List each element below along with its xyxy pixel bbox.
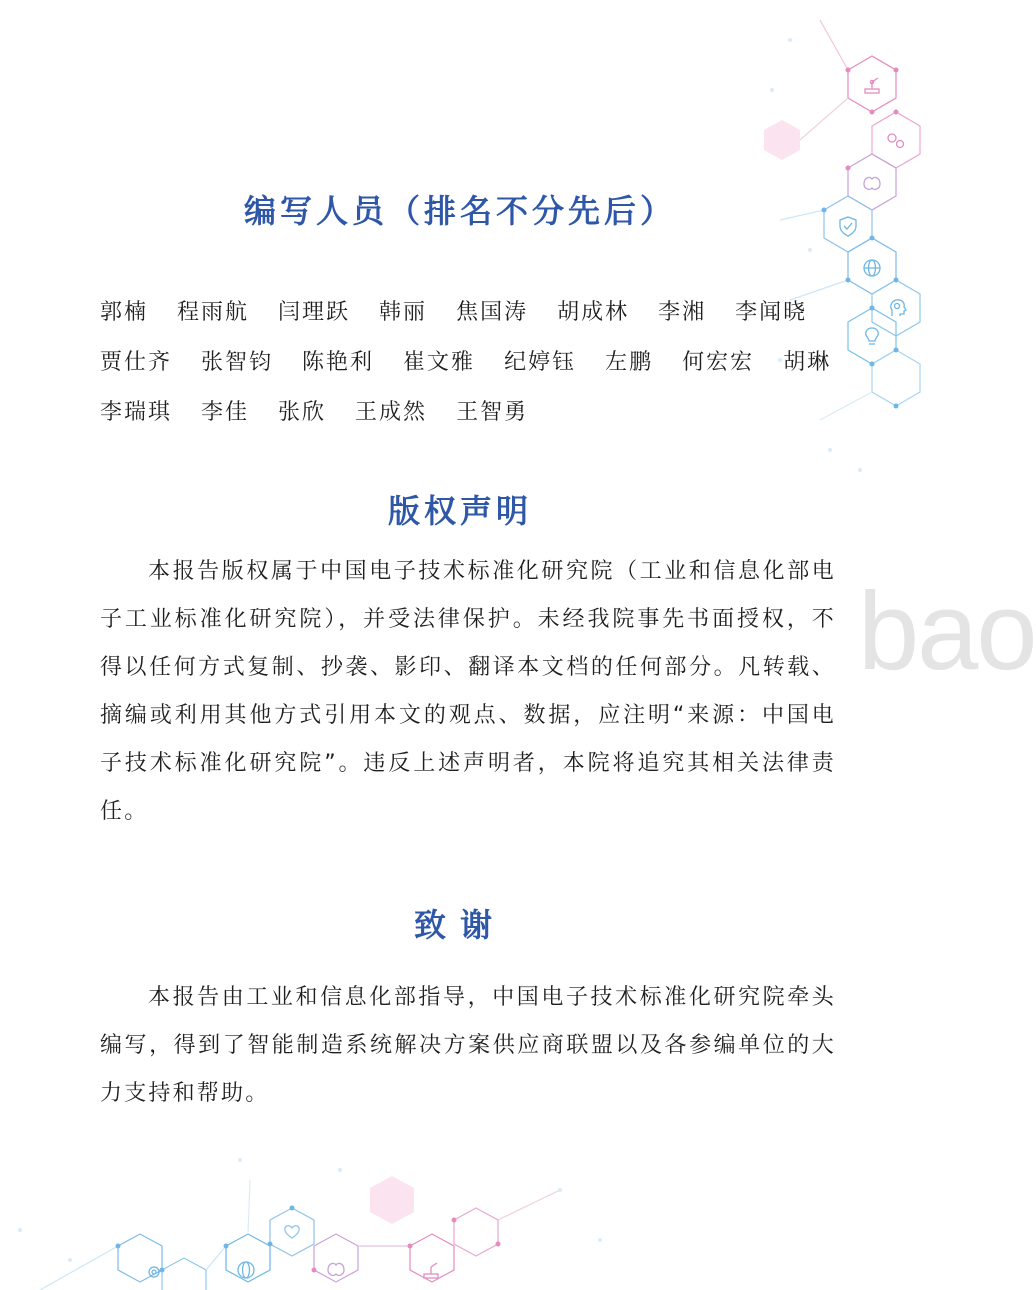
author-name: 陈艳利	[302, 350, 375, 375]
lightbulb-icon	[866, 328, 879, 344]
author-name: 李佳	[201, 400, 250, 425]
authors-title: 编写人员（排名不分先后）	[243, 192, 676, 230]
author-name: 闫理跃	[278, 300, 351, 325]
author-name: 李瑞琪	[100, 400, 173, 425]
author-name: 贾仕齐	[100, 350, 173, 375]
author-row	[100, 388, 860, 438]
author-name: 李湘	[658, 300, 707, 325]
author-name: 胡成林	[557, 300, 630, 325]
copyright-title: 版权声明	[387, 492, 532, 530]
author-name: 王智勇	[456, 400, 529, 425]
robot-arm-icon	[424, 1263, 438, 1278]
thanks-title: 致谢	[413, 906, 506, 944]
globe-icon	[864, 260, 880, 276]
author-name: 郭楠	[100, 300, 149, 325]
globe-icon	[238, 1262, 254, 1278]
brain-icon	[328, 1263, 344, 1275]
author-name: 韩丽	[379, 300, 428, 325]
gears-icon	[888, 134, 904, 148]
author-name: 程雨航	[177, 300, 250, 325]
gears-icon	[149, 1267, 159, 1277]
author-name: 张智钧	[201, 350, 274, 375]
author-name: 张欣	[278, 400, 327, 425]
author-name: 王成然	[355, 400, 428, 425]
author-name: 何宏宏	[682, 350, 755, 375]
author-row	[100, 338, 860, 388]
author-name: 焦国涛	[456, 300, 529, 325]
copyright-paragraph: 本报告版权属于中国电子技术标准化研究院（工业和信息化部电子工业标准化研究院），并受法律保护。未经我院事先书面授权，不得以任何方式复制、抄袭、影印、翻译本文档的任何部分。凡转载、摘编或利用其他方式引用本文的观点、数据，应注明“来源：中国电子技术标准化研究院”。违反上述声明者，本院将追究其相关法律责任。	[100, 559, 836, 824]
heart-hand-icon	[285, 1226, 299, 1238]
robot-arm-icon	[865, 78, 879, 93]
author-row	[100, 288, 860, 338]
watermark-text: bao	[858, 570, 1036, 693]
hexagon-network-decoration-bottom	[0, 1150, 620, 1290]
author-list	[100, 288, 860, 438]
author-name: 崔文雅	[403, 350, 476, 375]
author-name: 纪婷钰	[504, 350, 577, 375]
head-gear-icon	[891, 300, 906, 316]
author-name: 胡琳	[783, 350, 832, 375]
author-name: 李闻晓	[735, 300, 808, 325]
thanks-paragraph: 本报告由工业和信息化部指导，中国电子技术标准化研究院牵头编写，得到了智能制造系统解决方案供应商联盟以及各参编单位的大力支持和帮助。	[100, 985, 836, 1106]
author-name: 左鹏	[605, 350, 654, 375]
